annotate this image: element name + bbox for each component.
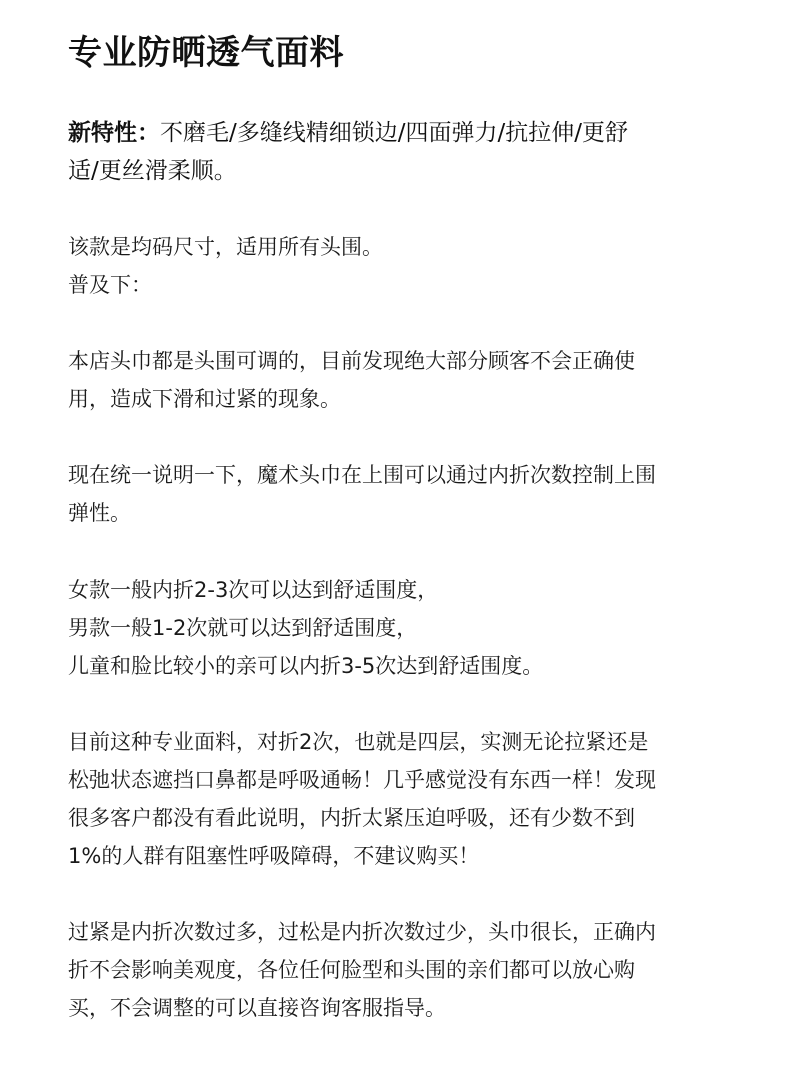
features-line-1 <box>68 114 733 152</box>
adjust-note-line-1: 本店头巾都是头围可调的，目前发现绝大部分顾客不会正确使 <box>68 349 635 373</box>
fold-guide-child: 儿童和脸比较小的亲可以内折3-5次达到舒适围度。 <box>68 654 544 678</box>
size-info-line-2: 普及下： <box>68 273 152 297</box>
size-info-line-1: 该款是均码尺寸，适用所有头围。 <box>68 235 383 259</box>
features-paragraph <box>68 114 733 190</box>
explain-line-1: 现在统一说明一下，魔术头巾在上围可以通过内折次数控制上围 <box>68 463 656 487</box>
final-note-line-2: 折不会影响美观度，各位任何脸型和头围的亲们都可以放心购 <box>68 958 635 982</box>
final-note-line-3: 买，不会调整的可以直接咨询客服指导。 <box>68 996 446 1020</box>
features-label: 新特性： <box>68 120 160 146</box>
features-line-2: 适/更丝滑柔顺。 <box>68 158 237 184</box>
fabric-note-paragraph <box>68 723 733 875</box>
final-note-paragraph <box>68 913 733 1027</box>
fabric-note-line-3: 很多客户都没有看此说明，内折太紧压迫呼吸，还有少数不到 <box>68 806 635 830</box>
fabric-note-line-4: 1%的人群有阻塞性呼吸障碍，不建议购买！ <box>68 844 480 868</box>
page-title: 专业防晒透气面料 <box>68 33 344 73</box>
explain-paragraph <box>68 456 733 532</box>
features-text-1: 不磨毛/多缝线精细锁边/四面弹力/抗拉伸/更舒 <box>160 120 628 146</box>
size-info-paragraph <box>68 228 733 304</box>
fold-guide-male: 男款一般1-2次就可以达到舒适围度， <box>68 616 418 640</box>
fold-guide-female: 女款一般内折2-3次可以达到舒适围度， <box>68 578 439 602</box>
fabric-note-line-1: 目前这种专业面料，对折2次，也就是四层，实测无论拉紧还是 <box>68 730 649 754</box>
adjust-note-paragraph <box>68 342 733 418</box>
explain-line-2: 弹性。 <box>68 501 131 525</box>
final-note-line-1: 过紧是内折次数过多，过松是内折次数过少，头巾很长，正确内 <box>68 920 656 944</box>
fabric-note-line-2: 松弛状态遮挡口鼻都是呼吸通畅！几乎感觉没有东西一样！发现 <box>68 768 656 792</box>
adjust-note-line-2: 用，造成下滑和过紧的现象。 <box>68 387 341 411</box>
fold-guide-paragraph <box>68 571 733 685</box>
